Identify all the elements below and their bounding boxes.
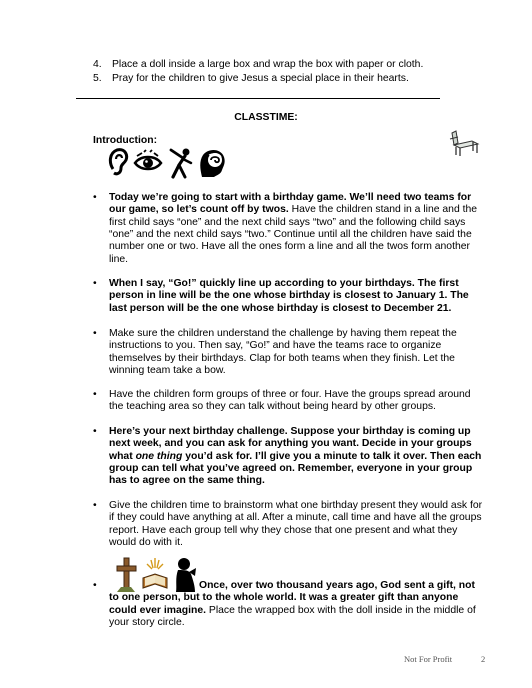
list-item [93, 72, 423, 86]
chair-icon [446, 129, 482, 162]
introduction-heading: Introduction: [93, 135, 158, 146]
bullet-paragraph [93, 328, 487, 377]
bullet-paragraph [93, 426, 487, 488]
stretching-figure-icon [167, 147, 193, 184]
body-text: Make sure the children understand the challenge by having them repeat the instructions to you. Then say, “Go!” and have the teams race to organize themselves by their birthdays. Clap for both teams when they finish. Let the winning team take a bow. [109, 328, 457, 377]
body-text: Place the wrapped box with the doll inside in the middle of your story circle. [109, 604, 476, 629]
bold-text: to one person, but to the whole world. It was a greater gift than anyone could ever imagine. [109, 592, 459, 616]
footer-label: Not For Profit [404, 654, 453, 664]
bold-text: When I say, “Go!” quickly line up according to your birthdays. The first person in line will be the one whose birthday is closest to January 1. The last person will be the one whose birthday is closest to December 21. [109, 278, 469, 314]
step-number: 4. [93, 59, 102, 70]
bullet-paragraph [93, 389, 487, 414]
body-text: Have the children stand in a line and the first child says “one” and the next child says “two” and the following child says “one” and the next child says “two.” Continue until all the children have said the number one or two. Have all the ones form a line and all the twos form another line. [109, 204, 478, 265]
bold-text: Once, over two thousand years ago, God sent a gift, not [199, 580, 475, 591]
bullet-marker: • [93, 500, 97, 511]
eye-icon [133, 147, 163, 184]
bullet-marker: • [93, 426, 97, 437]
step-text: Place a doll inside a large box and wrap the box with paper or cloth. [112, 59, 424, 70]
page-number: 2 [481, 654, 486, 664]
bullet-marker: • [93, 278, 97, 289]
bullet-paragraph [93, 500, 487, 549]
bullet-paragraph [93, 192, 487, 266]
step-number: 5. [93, 73, 102, 84]
ear-icon [107, 147, 129, 184]
step-text: Pray for the children to give Jesus a special place in their hearts. [112, 73, 409, 84]
bullet-marker: • [93, 580, 97, 591]
bullet-marker: • [93, 192, 97, 203]
section-title: CLASSTIME: [234, 112, 298, 123]
numbered-steps [93, 58, 423, 86]
bold-text: Today we’re going to start with a birthday game. We’ll need two teams for our game, so let’s count off by twos. [109, 192, 472, 216]
body-text: Have the children form groups of three or four. Have the groups spread around the teaching area so they can talk without being heard by other groups. [109, 389, 471, 413]
horizontal-divider [76, 98, 440, 99]
body-text: Give the children time to brainstorm what one birthday present they would ask for if they could have anything at all. After a minute, call time and have all the groups report. Have each group tell why they chose that one present and what they would do with it. [109, 500, 483, 549]
bullet-paragraph [93, 580, 487, 629]
bullet-marker: • [93, 328, 97, 339]
list-item [93, 58, 423, 72]
introduction-icons [107, 147, 227, 184]
bold-italic-text: one thing [135, 450, 183, 462]
bullet-marker: • [93, 389, 97, 400]
bullet-paragraph [93, 278, 487, 315]
bold-text: you’d ask for. I’ll give you a minute to talk it over. Then each group can tell what you’ve agreed on. Remember, everyone in your group has to agree on the same thing. [109, 450, 482, 487]
thinking-head-icon [197, 147, 227, 184]
bold-text: Here’s your next birthday challenge. Suppose your birthday is coming up next week, and you can ask for anything you want. Decide in your groups what [109, 426, 472, 462]
